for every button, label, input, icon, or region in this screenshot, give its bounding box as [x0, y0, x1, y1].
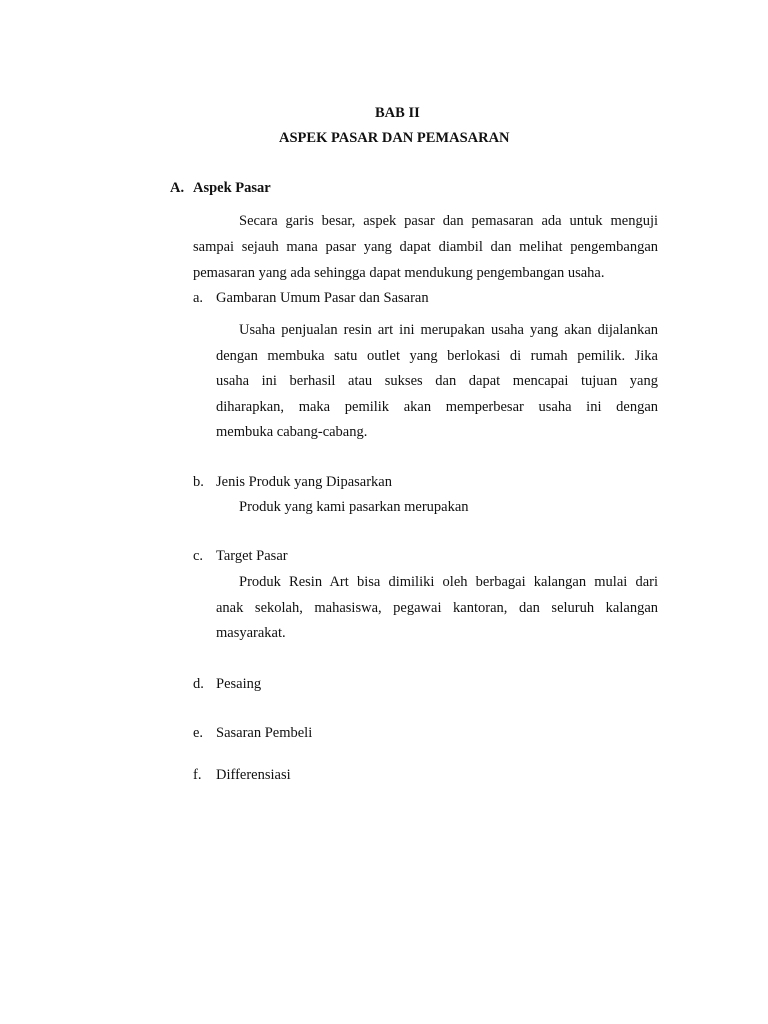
item-a-line-3: usaha ini berhasil atau sukses dan dapat mencapai tujuan yang [216, 373, 658, 389]
item-e-title: Sasaran Pembeli [216, 725, 313, 741]
item-c-line-1: Produk Resin Art bisa dimiliki oleh berbagai kalangan mulai dari [239, 574, 658, 590]
item-e-marker: e. [193, 725, 204, 741]
item-a-line-2: dengan membuka satu outlet yang berlokasi di rumah pemilik. Jika [216, 348, 658, 364]
item-c-line-3: masyarakat. [216, 625, 286, 641]
item-c-marker: c. [193, 548, 204, 564]
item-c-title: Target Pasar [216, 548, 288, 564]
section-a-title: Aspek Pasar [193, 180, 271, 196]
item-f-title: Differensiasi [216, 767, 291, 783]
section-a-intro-line-3: pemasaran yang ada sehingga dapat mendukung pengembangan usaha. [193, 265, 605, 281]
section-a-intro-line-2: sampai sejauh mana pasar yang dapat diambil dan melihat pengembangan [193, 239, 658, 255]
chapter-title: ASPEK PASAR DAN PEMASARAN [279, 130, 510, 146]
item-b-title: Jenis Produk yang Dipasarkan [216, 474, 392, 490]
section-a-intro-line-1: Secara garis besar, aspek pasar dan pemasaran ada untuk menguji [239, 213, 658, 229]
item-d-marker: d. [193, 676, 204, 692]
item-a-line-4: diharapkan, maka pemilik akan memperbesar usaha ini dengan [216, 399, 658, 415]
item-b-line-1: Produk yang kami pasarkan merupakan [239, 499, 469, 515]
item-d-title: Pesaing [216, 676, 262, 692]
item-f-marker: f. [193, 767, 202, 783]
item-b-marker: b. [193, 474, 204, 490]
item-a-line-5: membuka cabang-cabang. [216, 424, 368, 440]
section-a-marker: A. [170, 180, 185, 196]
item-a-marker: a. [193, 290, 204, 306]
item-c-line-2: anak sekolah, mahasiswa, pegawai kantoran, dan seluruh kalangan [216, 600, 658, 616]
chapter-label: BAB II [375, 105, 420, 121]
item-a-line-1: Usaha penjualan resin art ini merupakan usaha yang akan dijalankan [239, 322, 658, 338]
item-a-title: Gambaran Umum Pasar dan Sasaran [216, 290, 429, 306]
